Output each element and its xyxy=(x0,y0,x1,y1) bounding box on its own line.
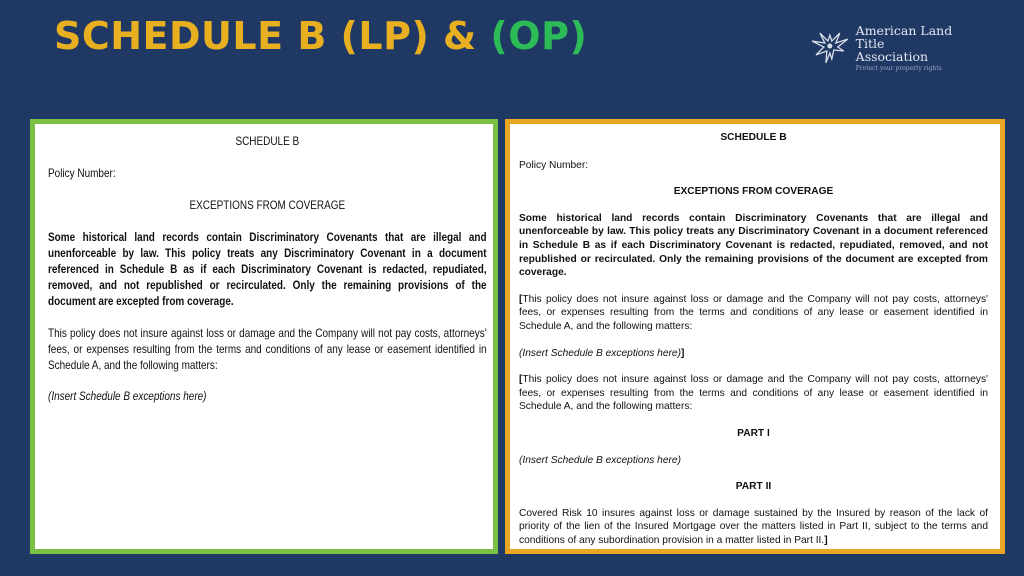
op-heading: SCHEDULE B xyxy=(720,132,787,143)
lp-insure-paragraph: This policy does not insure against loss or damage and the Company will not pay costs, attorneys' fees, or expenses resulting from the terms and conditions of any lease or easement identified in Schedule A, and the following matters: xyxy=(48,327,487,372)
bracket-close: ] xyxy=(680,347,685,359)
op-policy-number: Policy Number: xyxy=(519,159,589,171)
lp-schedule-panel xyxy=(30,119,498,554)
bracket-open: [ xyxy=(519,293,523,305)
op-schedule-panel xyxy=(505,119,1005,554)
op-exceptions-heading: EXCEPTIONS FROM COVERAGE xyxy=(673,186,834,198)
op-insert-exceptions-1: (Insert Schedule B exceptions here)] xyxy=(519,347,685,359)
lp-heading: SCHEDULE B xyxy=(235,135,300,148)
lp-policy-number: Policy Number: xyxy=(48,167,116,180)
title-op: (OP) xyxy=(490,14,588,58)
title-main: SCHEDULE B (LP) & xyxy=(54,14,491,58)
lp-exceptions-heading: EXCEPTIONS FROM COVERAGE xyxy=(189,199,346,212)
op-part1-heading: PART I xyxy=(737,427,770,439)
page-title xyxy=(54,14,587,58)
op-insure-paragraph-1: [This policy does not insure against loss or damage and the Company will not pay costs, attorneys' fees, or expenses resulting from the terms and conditions of any lease or easement identified in Schedule A, and the following matters: xyxy=(519,293,988,332)
op-part2-heading: PART II xyxy=(735,481,772,493)
op-covenant-paragraph: Some historical land records contain Discriminatory Covenants that are illegal and unenforceable by law. This policy treats any Discriminatory Covenant in a document referenced in Schedule B as if each Discriminatory Covenant is redacted, repudiated, removed, and not republished or recirculated. Only the remaining provisions of the document are excepted from coverage. xyxy=(519,212,988,279)
op-insure-paragraph-2: [This policy does not insure against loss or damage and the Company will not pay costs, attorneys' fees, or expenses resulting from the terms and conditions of any lease or easement identified in Schedule A, and the following matters: xyxy=(519,374,988,413)
lp-insert-exceptions: (Insert Schedule B exceptions here) xyxy=(48,390,207,403)
logo-line1: American Land xyxy=(855,23,953,39)
eagle-icon xyxy=(810,29,850,67)
alta-logo xyxy=(810,23,960,72)
logo-tagline: Protect your property rights xyxy=(855,64,942,72)
lp-covenant-paragraph: Some historical land records contain Discriminatory Covenants that are illegal and unenforceable by law. This policy treats any Discriminatory Covenant in a document referenced in Schedule B as if each Discriminatory Covenant is redacted, repudiated, removed, and not republished or recirculated. Only the remaining provisions of the document are excepted from coverage. xyxy=(48,231,487,308)
op-covered-risk-paragraph: Covered Risk 10 insures against loss or damage sustained by the Insured by reason of the lack of priority of the lien of the Insured Mortgage over the matters listed in Part II, subject to the terms and conditions of any subordination provision in a matter listed in Part II.] xyxy=(519,507,988,546)
logo-line2: Title Association xyxy=(855,36,929,65)
op-insert-exceptions-2: (Insert Schedule B exceptions here) xyxy=(519,454,681,466)
